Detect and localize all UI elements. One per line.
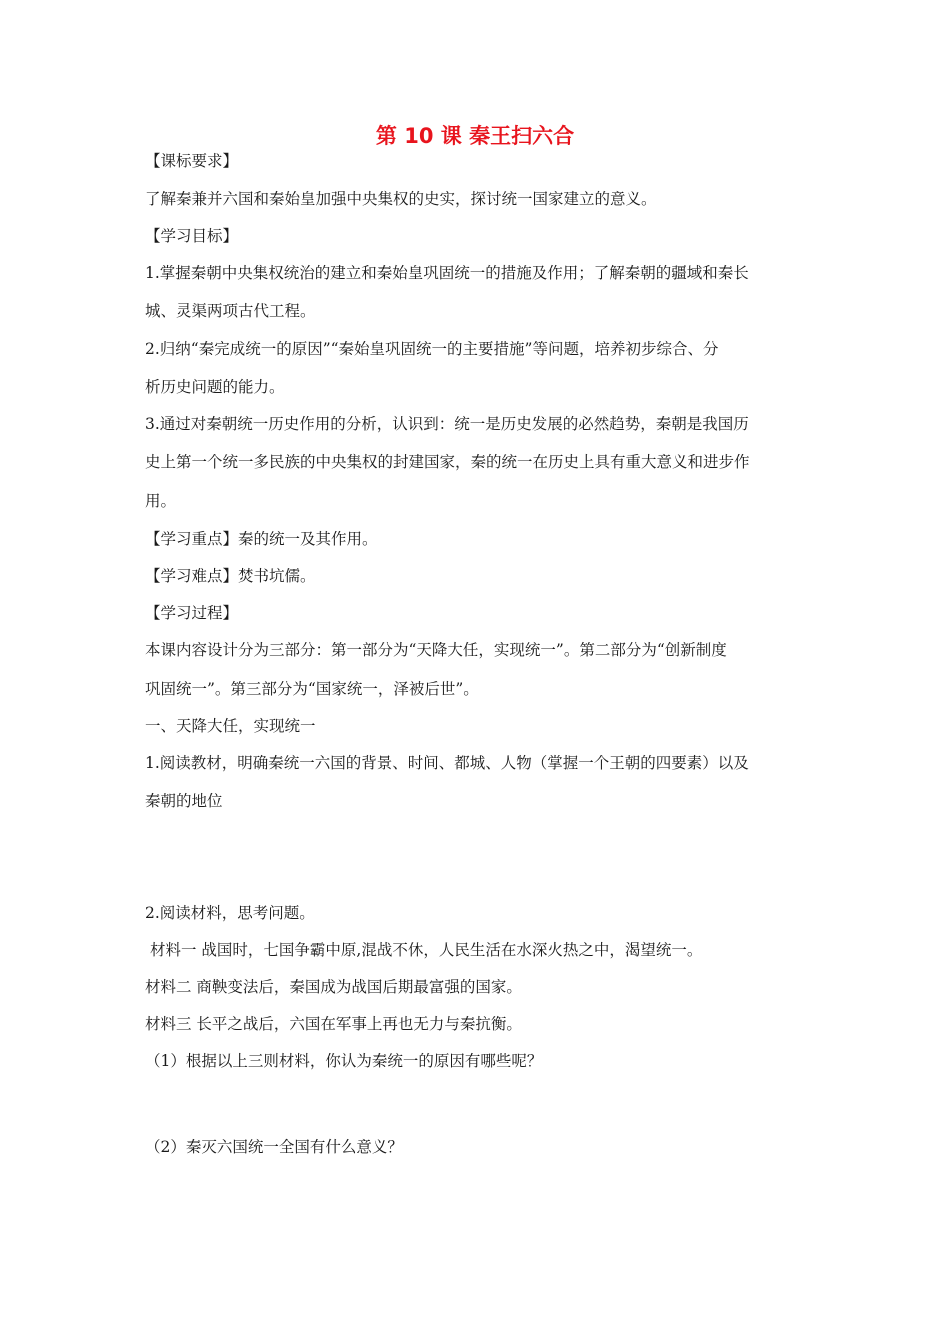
curriculum-text: 了解秦兼并六国和秦始皇加强中央集权的史实，探讨统一国家建立的意义。 [145,190,657,208]
task-1-line-2: 秦朝的地位 [145,792,223,810]
objective-3-line-1: 3.通过对秦朝统一历史作用的分析，认识到：统一是历史发展的必然趋势，秦朝是我国历 [145,415,749,433]
difficult-point: 【学习难点】焚书坑儒。 [145,567,316,585]
part-one-heading: 一、天降大任，实现统一 [145,717,316,735]
task-1-line-1: 1.阅读教材，明确秦统一六国的背景、时间、都城、人物（掌握一个王朝的四要素）以及 [145,754,749,772]
section-header-process: 【学习过程】 [145,604,239,622]
question-1: （1）根据以上三则材料，你认为秦统一的原因有哪些呢？ [145,1052,543,1070]
material-three: 材料三 长平之战后，六国在军事上再也无力与秦抗衡。 [145,1015,522,1033]
objective-3-line-3: 用。 [145,492,177,510]
objective-1-line-2: 城、灵渠两项古代工程。 [145,302,316,320]
section-header-objectives: 【学习目标】 [145,227,239,245]
material-one: 材料一 战国时，七国争霸中原,混战不休，人民生活在水深火热之中，渴望统一。 [150,941,703,959]
material-two: 材料二 商鞅变法后，秦国成为战国后期最富强的国家。 [145,978,522,996]
question-2: （2）秦灭六国统一全国有什么意义？ [145,1138,403,1156]
objective-1-line-1: 1.掌握秦朝中央集权统治的建立和秦始皇巩固统一的措施及作用；了解秦朝的疆域和秦长 [145,264,749,282]
lesson-title: 第 10 课 秦王扫六合 [375,124,575,148]
objective-2-line-1: 2.归纳“秦完成统一的原因”“秦始皇巩固统一的主要措施”等问题，培养初步综合、分 [145,340,719,358]
objective-3-line-2: 史上第一个统一多民族的中央集权的封建国家，秦的统一在历史上具有重大意义和进步作 [145,453,750,471]
section-header-curriculum: 【课标要求】 [145,152,239,170]
objective-2-line-2: 析历史问题的能力。 [145,378,285,396]
task-2-heading: 2.阅读材料，思考问题。 [145,904,315,922]
process-intro-line-1: 本课内容设计分为三部分：第一部分为“天降大任，实现统一”。第二部分为“创新制度 [145,641,727,659]
process-intro-line-2: 巩固统一”。第三部分为“国家统一，泽被后世”。 [145,680,479,698]
key-point: 【学习重点】秦的统一及其作用。 [145,530,378,548]
